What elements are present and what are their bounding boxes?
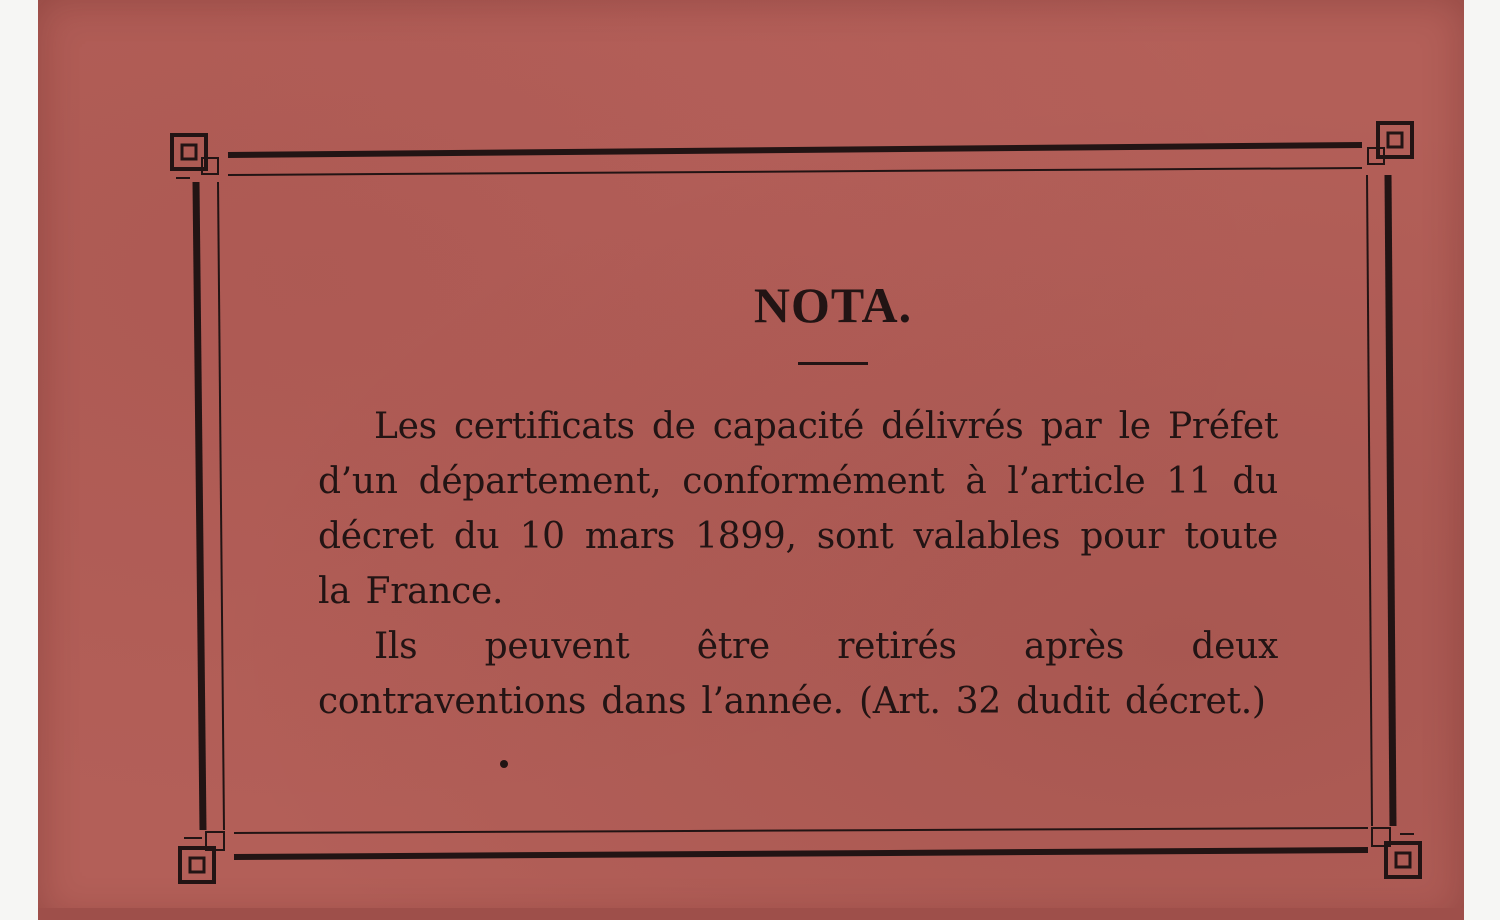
corner-ornament-bottom-left <box>180 832 224 882</box>
frame-top-thick <box>228 145 1362 155</box>
corner-ornament-bottom-right <box>1372 828 1420 877</box>
frame-left-thick <box>196 182 203 830</box>
nota-paragraph-validity: Les certificats de capacité délivrés par le Préfet d’un département, conformément à l’article 11 du décret du 10 mars 1899, sont valables pour toute la France. <box>318 406 1278 612</box>
nota-paragraph-withdrawal: Ils peuvent être retirés après deux contraventions dans l’année. (Art. 32 dudit décret.) <box>318 626 1278 722</box>
nota-title: NOTA. <box>753 277 913 333</box>
frame-right-thick <box>1388 175 1393 826</box>
corner-ornament-top-right <box>1368 123 1412 164</box>
frame-top-thin <box>228 168 1362 175</box>
frame-bottom-thin <box>234 828 1368 833</box>
nota-text-block <box>318 270 1278 729</box>
title-underline <box>798 362 868 365</box>
corner-ornament-top-left <box>172 135 218 178</box>
frame-right-thin <box>1367 175 1372 826</box>
frame-left-thin <box>218 182 224 830</box>
frame-bottom-thick <box>234 850 1368 857</box>
ink-dot <box>500 760 508 768</box>
